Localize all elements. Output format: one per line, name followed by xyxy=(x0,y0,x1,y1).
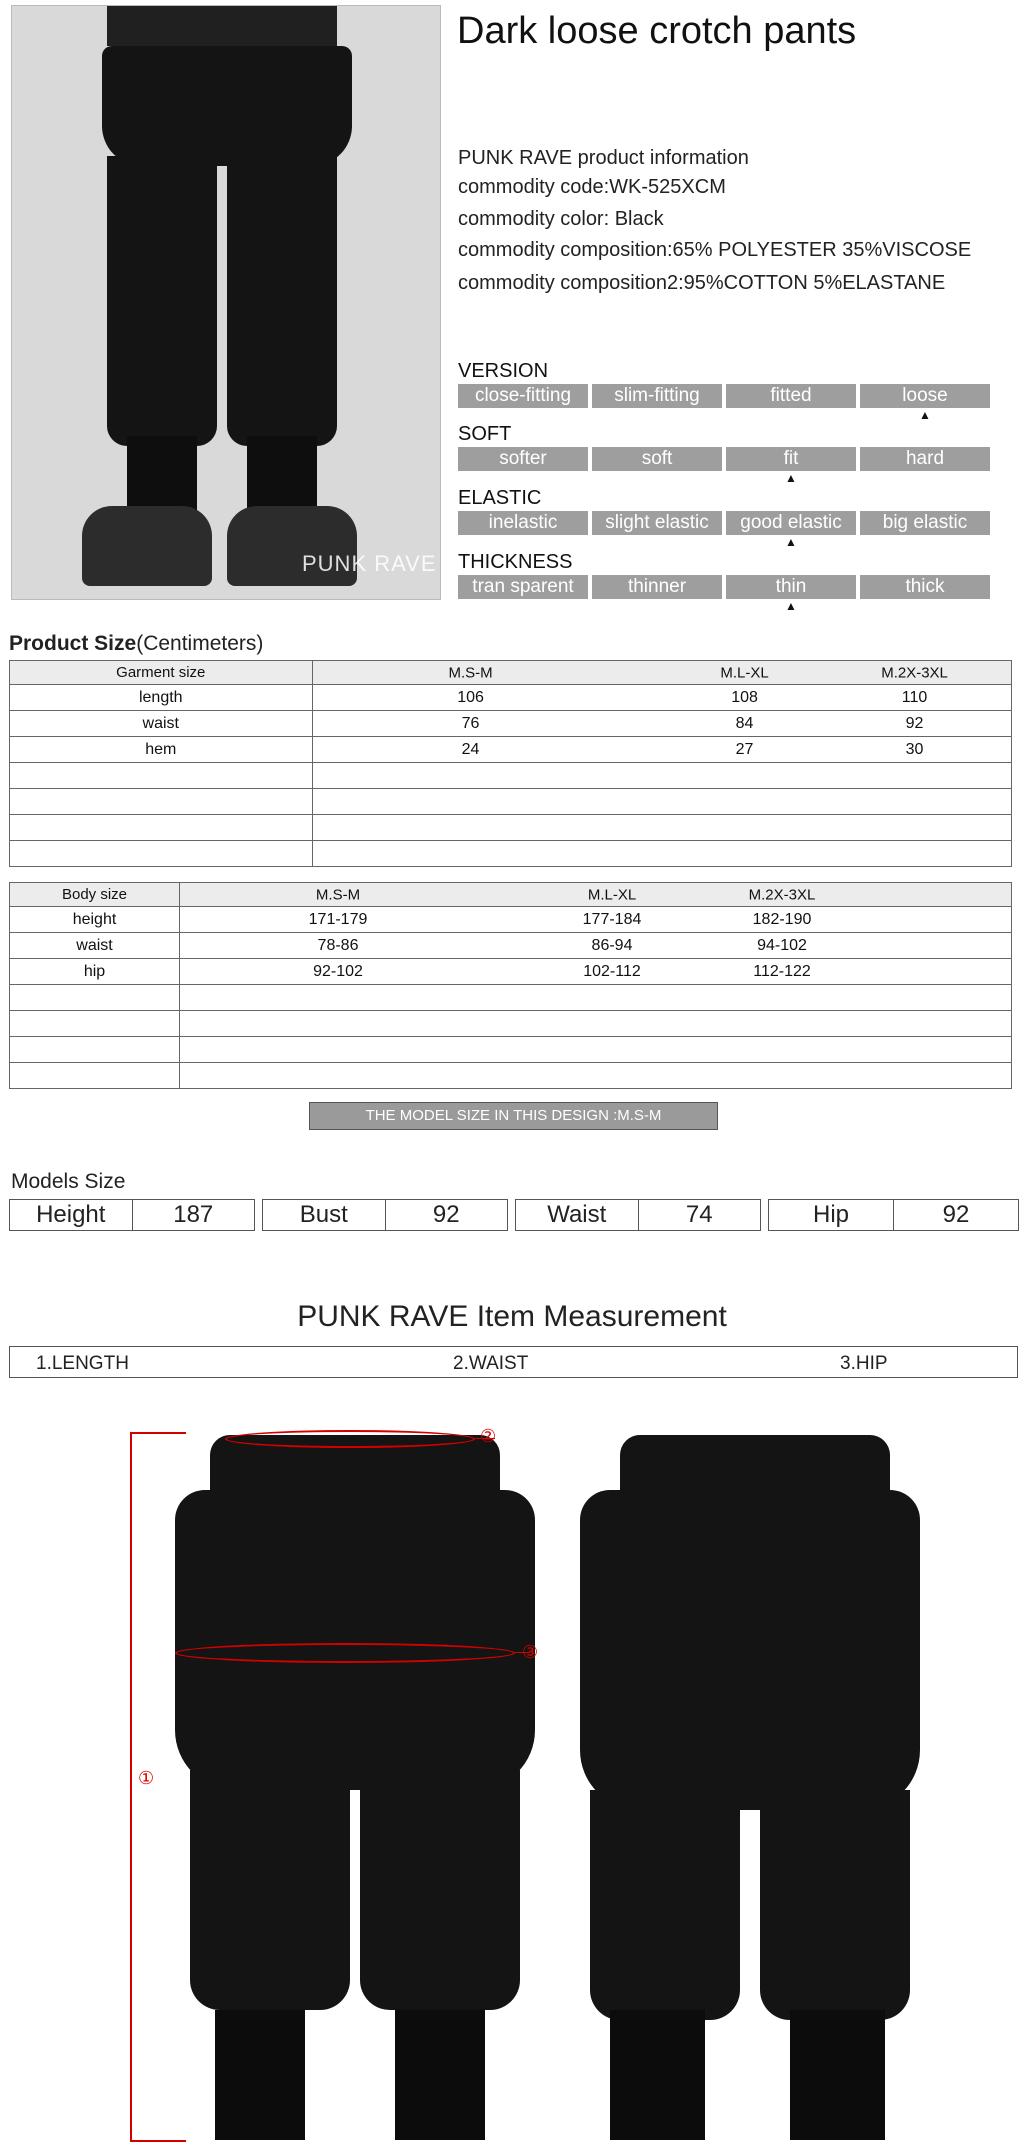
code-label: commodity code: xyxy=(458,176,610,198)
table-cell: 30 xyxy=(905,740,924,758)
table-cell xyxy=(10,1063,180,1089)
table-row xyxy=(10,763,1012,789)
table-cell: 182-190 xyxy=(752,910,812,928)
measure-item-hip: 3.HIP xyxy=(840,1353,888,1374)
attr-option: softer xyxy=(458,447,588,471)
comp-value: 65% POLYESTER 35%VISCOSE xyxy=(672,239,972,261)
waist-ellipse xyxy=(225,1430,475,1448)
table-row xyxy=(10,933,1012,959)
selected-marker-icon: ▲ xyxy=(919,408,931,422)
waist-marker: ② xyxy=(480,1426,497,1446)
hip-marker: ③ xyxy=(522,1642,539,1662)
measure-item-length: 1.LENGTH xyxy=(36,1353,129,1374)
attr-option: thin xyxy=(726,575,856,599)
model-measure-hip xyxy=(768,1199,1019,1231)
table-cell: 92-102 xyxy=(313,962,363,980)
table-cell xyxy=(10,1037,180,1063)
table-values-cell xyxy=(180,907,1012,933)
model-measure-label: Hip xyxy=(812,1201,849,1228)
body-size-table xyxy=(9,882,1012,1089)
table-cell: 171-179 xyxy=(308,910,368,928)
watermark: PUNK RAVE xyxy=(302,551,437,576)
table-cell: hip xyxy=(10,959,180,985)
models-size-title: Models Size xyxy=(11,1170,126,1193)
table-cell: 177-184 xyxy=(582,910,642,928)
attr-heading-version: VERSION xyxy=(458,360,549,382)
attr-scale-thickness xyxy=(458,575,990,599)
attr-option: good elastic xyxy=(726,511,856,535)
attr-option: fit xyxy=(726,447,856,471)
table-values-cell xyxy=(180,883,1012,907)
attr-heading-thickness: THICKNESS xyxy=(458,551,573,573)
table-cell xyxy=(10,763,313,789)
commodity-composition2 xyxy=(458,273,945,293)
hip-ellipse xyxy=(175,1643,515,1663)
model-measure-label: Bust xyxy=(299,1201,348,1228)
table-values-cell xyxy=(180,1011,1012,1037)
commodity-code xyxy=(458,177,726,197)
product-photo xyxy=(11,5,441,600)
table-cell: 110 xyxy=(901,688,928,706)
table-cell: M.S-M xyxy=(448,664,493,681)
attr-option: slim-fitting xyxy=(592,384,722,408)
table-row xyxy=(10,1037,1012,1063)
table-values-cell xyxy=(312,711,1011,737)
table-cell: 112-122 xyxy=(753,962,811,980)
commodity-composition xyxy=(458,240,971,260)
code-value: WK-525XCM xyxy=(609,176,726,198)
table-cell: 84 xyxy=(735,714,754,732)
product-size-heading: Product Size xyxy=(9,632,137,655)
attr-option: fitted xyxy=(726,384,856,408)
table-cell: M.L-XL xyxy=(720,664,769,681)
table-values-cell xyxy=(312,737,1011,763)
table-cell: 94-102 xyxy=(757,936,807,954)
table-values-cell xyxy=(180,933,1012,959)
table-row xyxy=(10,907,1012,933)
attr-option: close-fitting xyxy=(458,384,588,408)
table-cell xyxy=(10,789,313,815)
model-measure-label: Height xyxy=(36,1201,106,1228)
table-cell: 76 xyxy=(461,714,480,732)
back-pants xyxy=(620,1435,890,1495)
table-values-cell xyxy=(312,815,1011,841)
selected-marker-icon: ▲ xyxy=(785,471,797,485)
table-cell: 78-86 xyxy=(317,936,359,954)
info-heading: PUNK RAVE product information xyxy=(458,147,749,169)
table-values-cell xyxy=(312,841,1011,867)
table-values-cell xyxy=(312,763,1011,789)
table-cell: waist xyxy=(10,933,180,959)
table-cell: 108 xyxy=(731,688,758,706)
measurement-diagram xyxy=(0,1410,1024,2150)
product-title: Dark loose crotch pants xyxy=(457,10,857,52)
table-row xyxy=(10,711,1012,737)
table-cell: Body size xyxy=(10,883,180,907)
measurement-title: PUNK RAVE Item Measurement xyxy=(297,1300,727,1333)
model-measure-value: 92 xyxy=(893,1200,1018,1230)
attr-option: hard xyxy=(860,447,990,471)
attr-heading-elastic: ELASTIC xyxy=(458,487,542,509)
table-values-cell xyxy=(312,661,1011,685)
table-values-cell xyxy=(312,789,1011,815)
table-row xyxy=(10,815,1012,841)
comp-label: commodity composition: xyxy=(458,239,673,261)
table-cell xyxy=(10,1011,180,1037)
table-values-cell xyxy=(180,985,1012,1011)
attr-scale-elastic xyxy=(458,511,990,535)
table-row xyxy=(10,1011,1012,1037)
length-top-tick xyxy=(130,1432,186,1434)
model-measure-label: Waist xyxy=(547,1201,607,1228)
table-row xyxy=(10,985,1012,1011)
table-row xyxy=(10,1063,1012,1089)
table-cell xyxy=(10,985,180,1011)
table-cell: 86-94 xyxy=(591,936,633,954)
product-size-title xyxy=(9,632,263,656)
attr-scale-version xyxy=(458,384,990,408)
table-header-row xyxy=(10,661,1012,685)
table-cell: M.2X-3XL xyxy=(881,664,948,681)
model-measure-bust xyxy=(262,1199,508,1231)
product-size-unit: (Centimeters) xyxy=(136,632,264,655)
table-values-cell xyxy=(312,685,1011,711)
color-value: Black xyxy=(614,208,664,230)
table-row xyxy=(10,685,1012,711)
attr-option: soft xyxy=(592,447,722,471)
table-cell: 102-112 xyxy=(583,962,641,980)
attr-option: slight elastic xyxy=(592,511,722,535)
model-measure-value: 74 xyxy=(638,1200,761,1230)
attr-option: tran sparent xyxy=(458,575,588,599)
attr-heading-soft: SOFT xyxy=(458,423,512,445)
attr-option: big elastic xyxy=(860,511,990,535)
length-bottom-tick xyxy=(130,2140,186,2142)
table-values-cell xyxy=(180,1037,1012,1063)
table-cell: M.S-M xyxy=(315,886,361,903)
table-cell: waist xyxy=(10,711,313,737)
attr-option: loose xyxy=(860,384,990,408)
table-values-cell xyxy=(180,1063,1012,1089)
table-cell xyxy=(10,815,313,841)
measure-item-waist: 2.WAIST xyxy=(453,1353,529,1374)
table-row xyxy=(10,789,1012,815)
attr-option: inelastic xyxy=(458,511,588,535)
table-row xyxy=(10,959,1012,985)
selected-marker-icon: ▲ xyxy=(785,535,797,549)
attr-scale-soft xyxy=(458,447,990,471)
model-measure-value: 92 xyxy=(385,1200,508,1230)
table-values-cell xyxy=(180,959,1012,985)
attr-option: thick xyxy=(860,575,990,599)
table-cell: Garment size xyxy=(10,661,313,685)
measurement-bar xyxy=(9,1346,1018,1378)
table-cell: 27 xyxy=(735,740,754,758)
comp2-value: 95%COTTON 5%ELASTANE xyxy=(683,272,946,294)
length-marker: ① xyxy=(138,1768,155,1788)
table-header-row xyxy=(10,883,1012,907)
table-cell: 106 xyxy=(457,688,484,706)
product-size-table xyxy=(9,660,1012,867)
model-size-note: THE MODEL SIZE IN THIS DESIGN :M.S-M xyxy=(309,1102,718,1130)
table-cell: hem xyxy=(10,737,313,763)
table-row xyxy=(10,737,1012,763)
table-cell: 24 xyxy=(461,740,480,758)
model-measure-value: 187 xyxy=(132,1200,255,1230)
table-cell xyxy=(10,841,313,867)
comp2-label: commodity composition2: xyxy=(458,272,684,294)
table-row xyxy=(10,841,1012,867)
table-cell: M.2X-3XL xyxy=(748,886,816,903)
table-cell: 92 xyxy=(905,714,924,732)
table-cell: height xyxy=(10,907,180,933)
commodity-color xyxy=(458,209,664,229)
model-measure-waist xyxy=(515,1199,761,1231)
attr-option: thinner xyxy=(592,575,722,599)
model-measure-height xyxy=(9,1199,255,1231)
selected-marker-icon: ▲ xyxy=(785,599,797,613)
length-line xyxy=(130,1432,132,2142)
table-cell: length xyxy=(10,685,313,711)
color-label: commodity color: xyxy=(458,208,610,230)
table-cell: M.L-XL xyxy=(587,886,637,903)
